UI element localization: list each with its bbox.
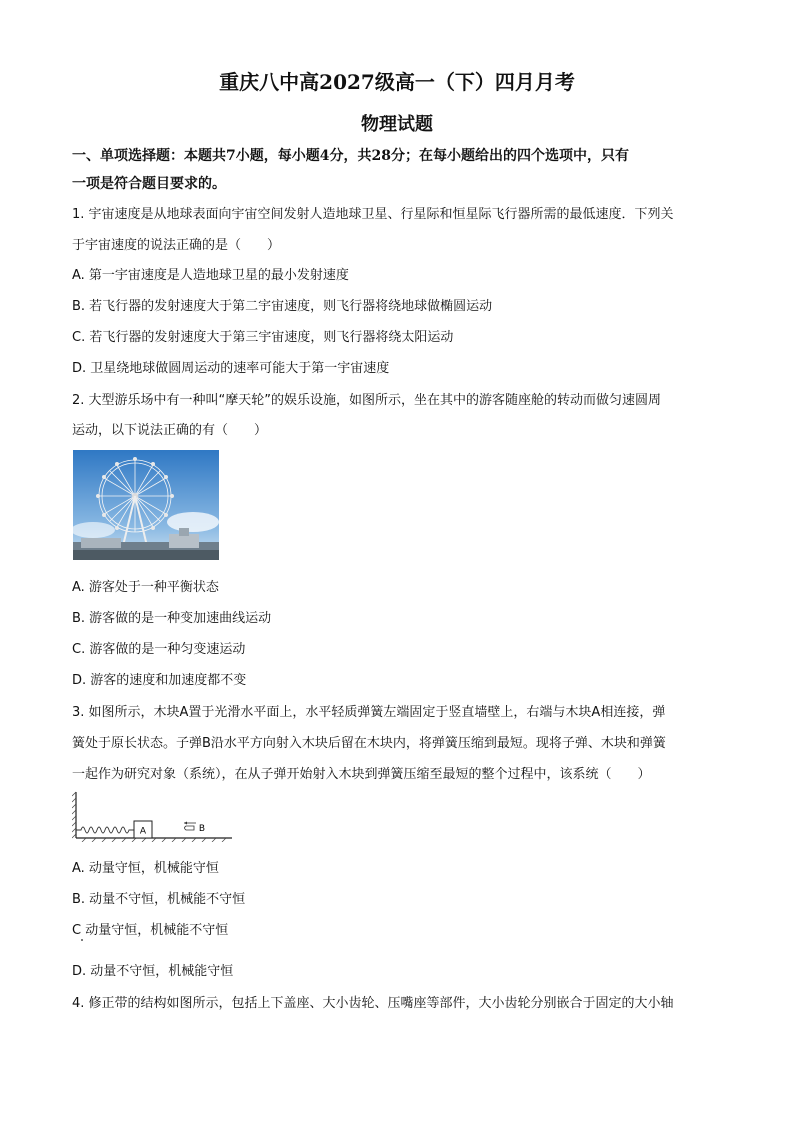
exam-title: 重庆八中高2027级高一（下）四月月考 [219,70,575,94]
q1-stem-line2: 于宇宙速度的说法正确的是（ ） [72,238,281,253]
bullet-icon [185,826,195,830]
q3-stem-line1: 3. 如图所示，木块A置于光滑水平面上，水平轻质弹簧左端固定于竖直墙壁上，右端与木块A相连接，弹 [72,705,666,720]
exam-subtitle: 物理试题 [361,114,433,135]
q3-option-c: C 动量守恒，机械能不守恒 [72,923,229,938]
q3-option-d: D. 动量不守恒，机械能守恒 [72,964,234,979]
q3-option-a: A. 动量守恒，机械能守恒 [72,861,219,876]
q3-option-b: B. 动量不守恒，机械能不守恒 [72,892,246,907]
q2-option-b: B. 游客做的是一种变加速曲线运动 [72,611,272,626]
q3-stem-line3: 一起作为研究对象（系统），在从子弹开始射入木块到弹簧压缩至最短的整个过程中，该系统（ ） [72,767,651,782]
section-heading-line2: 一项是符合题目要求的。 [72,176,226,192]
q2-stem-line2: 运动，以下说法正确的有（ ） [72,423,268,438]
ferris-wheel-photo [73,450,219,560]
section-heading [72,142,727,198]
q2-option-c: C. 游客做的是一种匀变速运动 [72,642,246,657]
q1-stem-line1: 1. 宇宙速度是从地球表面向宇宙空间发射人造地球卫星、行星际和恒星际飞行器所需的最低速度．下列关 [72,207,674,222]
q2-option-d: D. 游客的速度和加速度都不变 [72,673,247,688]
block-a-label: A [139,826,147,837]
q1-option-d: D. 卫星绕地球做圆周运动的速率可能大于第一宇宙速度 [72,361,390,376]
q2-option-a: A. 游客处于一种平衡状态 [72,580,219,595]
q1-option-b: B. 若飞行器的发射速度大于第二宇宙速度，则飞行器将绕地球做椭圆运动 [72,299,493,314]
spring-icon [76,827,134,833]
q2-stem-line1: 2. 大型游乐场中有一种叫“摩天轮”的娱乐设施，如图所示，坐在其中的游客随座舱的转动而做匀速圆周 [72,393,662,408]
q4-stem-line1: 4. 修正带的结构如图所示，包括上下盖座、大小齿轮、压嘴座等部件，大小齿轮分别嵌合于固定的大小轴 [72,996,674,1011]
q1-option-c: C. 若飞行器的发射速度大于第三宇宙速度，则飞行器将绕太阳运动 [72,330,454,345]
bullet-b-label: B [198,824,206,834]
spring-block-diagram [72,788,234,842]
q1-option-a: A. 第一宇宙速度是人造地球卫星的最小发射速度 [72,268,349,283]
q3-stem-line2: 簧处于原长状态。子弹B沿水平方向射入木块后留在木块内，将弹簧压缩到最短。现将子弹、木块和弹簧 [72,736,666,751]
stray-dot [81,939,83,941]
section-heading-line1: 一、单项选择题：本题共7小题，每小题4分，共28分；在每小题给出的四个选项中，只有 [72,148,629,164]
